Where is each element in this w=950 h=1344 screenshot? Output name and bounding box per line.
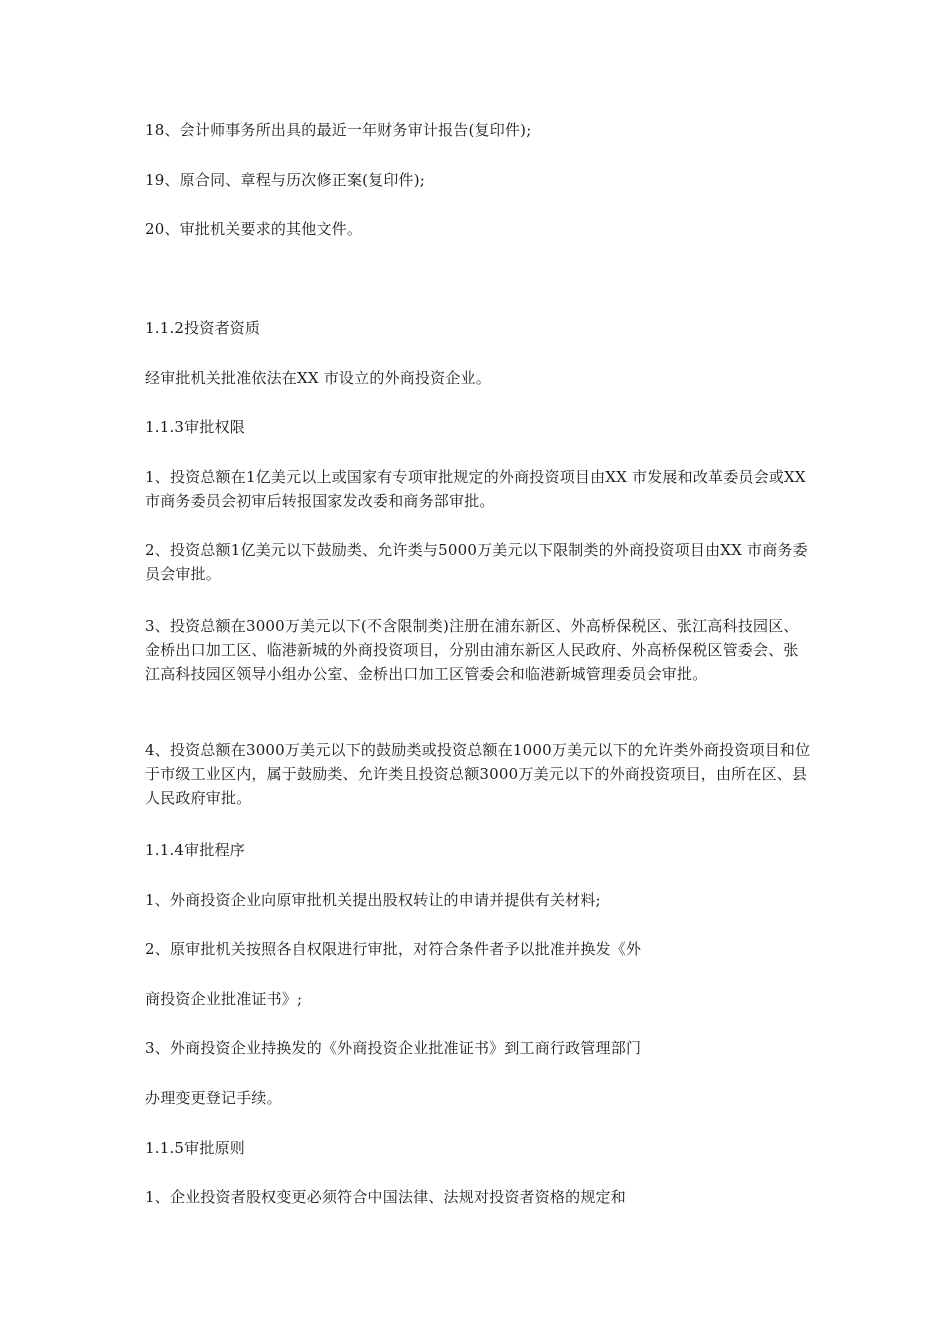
paragraph-authority-3: 3、投资总额在3000万美元以下(不含限制类)注册在浦东新区、外高桥保税区、张江高科技园区、金桥出口加工区、临港新城的外商投资项目，分别由浦东新区人民政府、外高桥保税区管委会、张江高科技园区领导小组办公室、金桥出口加工区管委会和临港新城管理委员会审批。 — [145, 617, 799, 683]
paragraph-procedure-3-cont: 办理变更登记手续。 — [145, 1089, 282, 1107]
paragraph-procedure-3: 3、外商投资企业持换发的《外商投资企业批准证书》到工商行政管理部门 — [145, 1039, 642, 1057]
section-heading-1-1-2: 1.1.2投资者资质 — [145, 319, 261, 337]
paragraph-principle-1: 1、企业投资者股权变更必须符合中国法律、法规对投资者资格的规定和 — [145, 1188, 626, 1206]
section-heading-1-1-3: 1.1.3审批权限 — [145, 418, 245, 436]
list-item-18: 18、会计师事务所出具的最近一年财务审计报告(复印件); — [145, 121, 532, 139]
paragraph-procedure-2: 2、原审批机关按照各自权限进行审批，对符合条件者予以批准并换发《外 — [145, 940, 642, 958]
paragraph-authority-2: 2、投资总额1亿美元以下鼓励类、允许类与5000万美元以下限制类的外商投资项目由XX 市商务委员会审批。 — [145, 541, 808, 583]
section-heading-1-1-5: 1.1.5审批原则 — [145, 1139, 245, 1157]
paragraph-procedure-2-cont: 商投资企业批准证书》; — [145, 990, 303, 1008]
paragraph-investor-qualification: 经审批机关批准依法在XX 市设立的外商投资企业。 — [145, 369, 491, 387]
list-item-19: 19、原合同、章程与历次修正案(复印件); — [145, 171, 426, 189]
paragraph-procedure-1: 1、外商投资企业向原审批机关提出股权转让的申请并提供有关材料; — [145, 891, 601, 909]
paragraph-authority-1: 1、投资总额在1亿美元以上或国家有专项审批规定的外商投资项目由XX 市发展和改革委员会或XX 市商务委员会初审后转报国家发改委和商务部审批。 — [145, 468, 806, 510]
section-heading-1-1-4: 1.1.4审批程序 — [145, 841, 245, 859]
paragraph-authority-4: 4、投资总额在3000万美元以下的鼓励类或投资总额在1000万美元以下的允许类外商投资项目和位于市级工业区内，属于鼓励类、允许类且投资总额3000万美元以下的外商投资项目，由所在区、县人民政府审批。 — [145, 741, 811, 807]
list-item-20: 20、审批机关要求的其他文件。 — [145, 220, 363, 238]
